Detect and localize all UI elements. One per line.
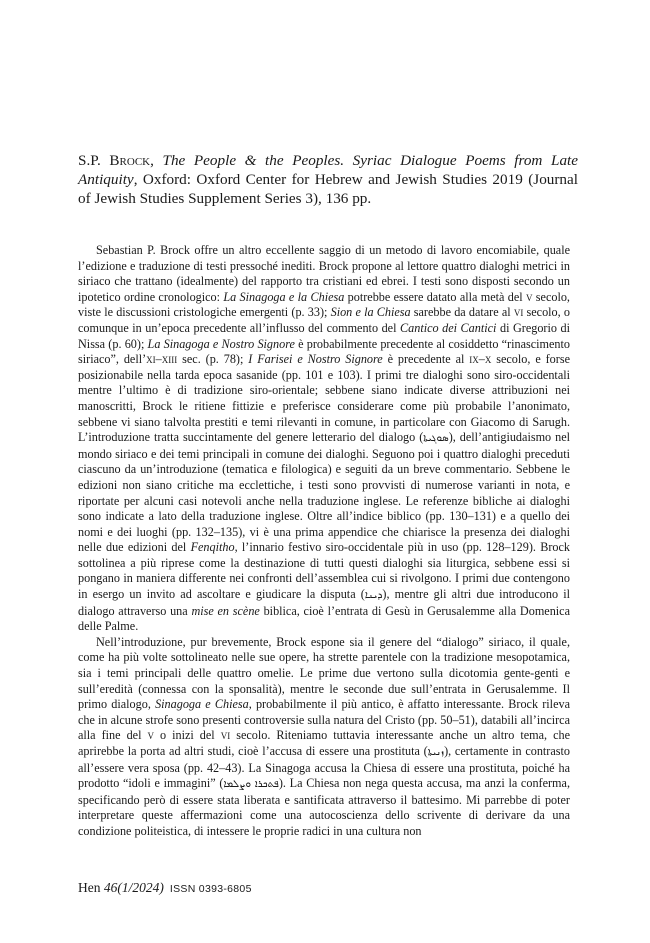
syriac-term: ܦܬܟܪܐ ܘܨܠܡܐ [223,779,279,791]
text-run: secolo, e forse posizionabile nella tarda epoca sasanide (pp. 101 e 103). I primi tre dialoghi sono siro-occidentali mentre l’ultimo è di tradizione siro-orientale; sebbene siano indicate diverse attribuzioni nei manoscritti, Brock le ritiene fittizie e preferisce considerare come più probabile l’anonimato, sebbene vi siano talvolta prestiti e temi rilevanti in comune, in particolare con Giacomo di Sarugh. L’introduzione tratta succintamente del genere letterario del dialogo ( [78,352,570,445]
author-initials: S.P. [78,152,110,169]
text-run: , probabilmente il più antico, è affatto interessante. Brock rileva che in alcune strofe sono presenti controversie sulla natura del Cristo (pp. 50–51), databili all’incirca alla fine del [78,697,570,743]
century-numeral: vi [513,305,524,320]
review-body [78,243,570,840]
century-numeral: v [147,728,154,743]
text-run: ). La Chiesa non nega questa accusa, ma anzi la conferma, specificando però di essere stata liberata e santificata attraverso il battesimo. Mi parrebbe di poter interpretare queste affermazioni come una autocoscienza dello scrivente di derivare da una condizione politeistica, di intessere le proprie radici in una cultura non [78,776,570,838]
heading-separator: , [150,152,163,169]
text-run: secolo, viste le discussioni cristologiche emergenti (p. 33); [78,289,570,320]
text-run: sec. (p. 78); [177,352,249,367]
century-numeral: v [525,289,533,304]
text-run: secolo, o comunque in un’epoca precedente all’influsso del commento del [78,305,570,335]
century-numeral: vi [220,728,231,743]
work-title: I Farisei e Nostro Signore [248,352,383,367]
work-title: La Sinagoga e Nostro Signore [147,336,295,351]
work-title: Sinagoga e Chiesa [155,697,249,712]
publication-details: , Oxford: Oxford Center for Hebrew and Jewish Studies 2019 (Journal of Jewish Studies Supplement Series 3), 136 pp. [78,171,578,207]
work-title: Cantico dei Cantici [400,320,497,335]
text-run: di Gregorio di Nissa (p. 60); [78,320,570,351]
century-numeral: ix–x [469,352,492,367]
text-run: potrebbe essere datato alla metà del [344,289,526,304]
work-title: Fenqitho [190,540,235,555]
text-run: , l’innario festivo siro-occidentale più in uso (pp. 128–129). Brock sottolinea a più riprese come la destinazione di tutti questi dialoghi sia liturgica, sebbene essi si pongano in maniera differente nei confronti dell’assemblea cui si rivolgono. I primi due contengono in esergo un invito ad ascoltare e giudicare la disputa ( [78,540,570,602]
work-title: La Sinagoga e la Chiesa [223,289,345,304]
paragraph-1 [78,243,570,635]
issn: ISSN 0393-6805 [169,883,252,895]
paragraph-2 [78,635,570,840]
text-run: biblica, cioè l’entrata di Gesù in Gerusalemme alla Domenica delle Palme. [78,603,571,634]
work-title: Sion e la Chiesa [330,305,411,320]
text-run: ), certamente in contrasto all’essere vera sposa (pp. 42–43). La Sinagoga accusa la Chiesa di essere una prostituta, poiché ha prodotto “idoli e immagini” ( [78,744,571,791]
journal-name: Hen [78,880,104,895]
text-run: è probabilmente precedente al cosiddetto “rinascimento siriaco”, dell’ [78,336,570,367]
book-title: The People & the Peoples. Syriac Dialogue Poems from Late Antiquity [78,152,579,188]
century-numeral: xi–xiii [146,352,178,367]
journal-volume: 46(1/2024) [103,880,164,895]
review-heading [78,151,578,208]
text-run: o inizi del [153,728,221,743]
syriac-term: ܙܢܝܬܐ [427,747,445,758]
syriac-term: ܣܘܓܝܬܐ [423,433,449,445]
text-run: secolo. Riteniamo tuttavia interessante anche un altro tema, che aprirebbe la porta ad altri studi, cioè l’accusa di essere una prostituta ( [78,728,570,758]
syriac-term: ܕܝܢܐ [364,590,383,602]
page-footer [78,880,252,896]
text-run: Nell’introduzione, pur brevemente, Brock espone sia il genere del “dialogo” siriaco, il quale, come ha più volte sottolineato nelle sue opere, ha strette parentele con la tradizione mesopotamica, sia i temi principali delle quattro omelie. Le prime due vertono sulla dicotomia gente-genti e sull’eredità (connessa con la sponsalità), mentre le seconde due sull’entrata in Gerusalemme. Il primo dialogo, [78,634,570,712]
text-run: è precedente al [382,352,470,367]
text-run: ), mentre gli altri due introducono il dialogo attraverso una [78,587,571,618]
text-run: sarebbe da datare al [410,305,514,320]
text-run: Sebastian P. Brock offre un altro eccellente saggio di un metodo di lavoro encomiabile, quale l’edizione e traduzione di testi pressoché inediti. Brock propone al lettore quattro dialoghi metrici in siriaco che trattano (idealmente) del rapporto tra cristiani ed ebrei. I testi sono disposti secondo un ipotetico ordine cronologico: [78,243,570,304]
author-surname: Brock [109,152,151,169]
text-run: ), dell’antigiudaismo nel mondo siriaco e dei temi principali in comune dei dialoghi. Seguono poi i quattro dialoghi preceduti ciascuno da un’introduzione (tematica e filologica) e seguiti da un breve commentario. Sebbene le edizioni non siano critiche ma ecclettiche, i testi sono provvisti di numerose varianti in nota, e riportate per alcuni casi notevoli anche nella traduzione inglese. Le referenze bibliche ai dialoghi sono indicate a lato della traduzione inglese. Oltre all’indice biblico (pp. 130–131) e a quello dei nomi e dei luoghi (pp. 132–135), vi è una prima appendice che chiarisce la presenza dei dialoghi nelle due edizioni del [78,430,570,555]
italic-phrase: mise en scène [191,603,260,618]
